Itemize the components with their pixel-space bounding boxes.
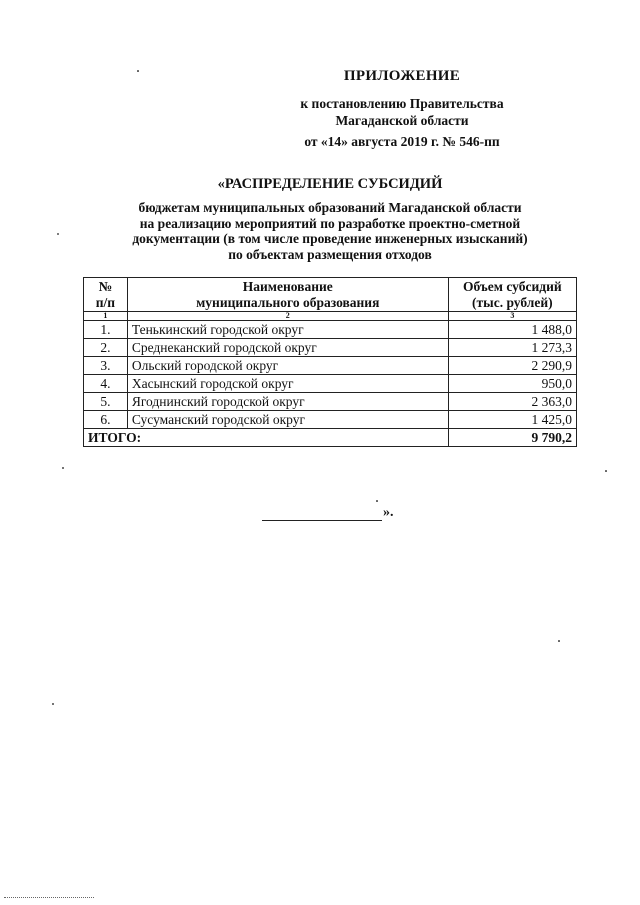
row-number: 6. <box>84 411 128 429</box>
document-subtitle <box>80 200 580 262</box>
row-municipality: Тенькинский городской округ <box>127 321 448 339</box>
scan-edge-mark <box>4 897 94 898</box>
subtitle-line: по объектам размещения отходов <box>228 246 432 262</box>
closing-quote-mark: ». <box>383 505 394 520</box>
header-municipality: Наименование муниципального образования <box>127 278 448 312</box>
header-subsidy-volume: Объем субсидий (тыс. рублей) <box>448 278 576 312</box>
scan-speck <box>137 70 139 72</box>
appendix-header <box>252 68 552 150</box>
row-number: 5. <box>84 393 128 411</box>
column-index-row <box>84 312 577 321</box>
scan-speck <box>376 500 378 502</box>
subtitle-line: на реализацию мероприятий по разработке проектно-сметной <box>139 215 521 231</box>
total-label: ИТОГО: <box>84 429 449 447</box>
row-municipality: Ольский городской округ <box>127 357 448 375</box>
row-subsidy: 2 363,0 <box>448 393 576 411</box>
row-municipality: Среднеканский городской округ <box>127 339 448 357</box>
row-subsidy: 1 273,3 <box>448 339 576 357</box>
row-municipality: Ягоднинский городской округ <box>127 393 448 411</box>
table-row <box>84 339 577 357</box>
row-subsidy: 950,0 <box>448 375 576 393</box>
table-row <box>84 393 577 411</box>
scan-speck <box>558 640 560 642</box>
closing-signature <box>262 505 394 521</box>
appendix-reference-line: к постановлению Правительства <box>300 96 504 111</box>
row-subsidy: 2 290,9 <box>448 357 576 375</box>
scan-speck <box>57 233 59 235</box>
signature-line <box>262 520 382 521</box>
table-row <box>84 411 577 429</box>
row-number: 2. <box>84 339 128 357</box>
header-number: № п/п <box>84 278 128 312</box>
scan-speck <box>52 703 54 705</box>
table-row <box>84 357 577 375</box>
total-row <box>84 429 577 447</box>
row-number: 1. <box>84 321 128 339</box>
appendix-region-line: Магаданской области <box>335 113 469 128</box>
row-number: 3. <box>84 357 128 375</box>
column-index: 1 <box>84 312 128 321</box>
row-subsidy: 1 425,0 <box>448 411 576 429</box>
row-number: 4. <box>84 375 128 393</box>
row-subsidy: 1 488,0 <box>448 321 576 339</box>
subtitle-line: документации (в том числе проведение инженерных изысканий) <box>132 231 528 246</box>
row-municipality: Сусуманский городской округ <box>127 411 448 429</box>
scan-speck <box>605 470 607 472</box>
column-index: 2 <box>127 312 448 321</box>
column-index: 3 <box>448 312 576 321</box>
total-subsidy: 9 790,2 <box>448 429 576 447</box>
subsidies-table <box>83 277 577 447</box>
table-row <box>84 321 577 339</box>
table-header-row <box>84 278 577 312</box>
table-row <box>84 375 577 393</box>
appendix-title: ПРИЛОЖЕНИЕ <box>343 68 461 84</box>
document-title: «РАСПРЕДЕЛЕНИЕ СУБСИДИЙ <box>217 176 443 192</box>
scan-speck <box>62 467 64 469</box>
subtitle-line: бюджетам муниципальных образований Магаданской области <box>138 200 522 215</box>
appendix-date-line: от «14» августа 2019 г. № 546-пп <box>304 134 500 149</box>
row-municipality: Хасынский городской округ <box>127 375 448 393</box>
